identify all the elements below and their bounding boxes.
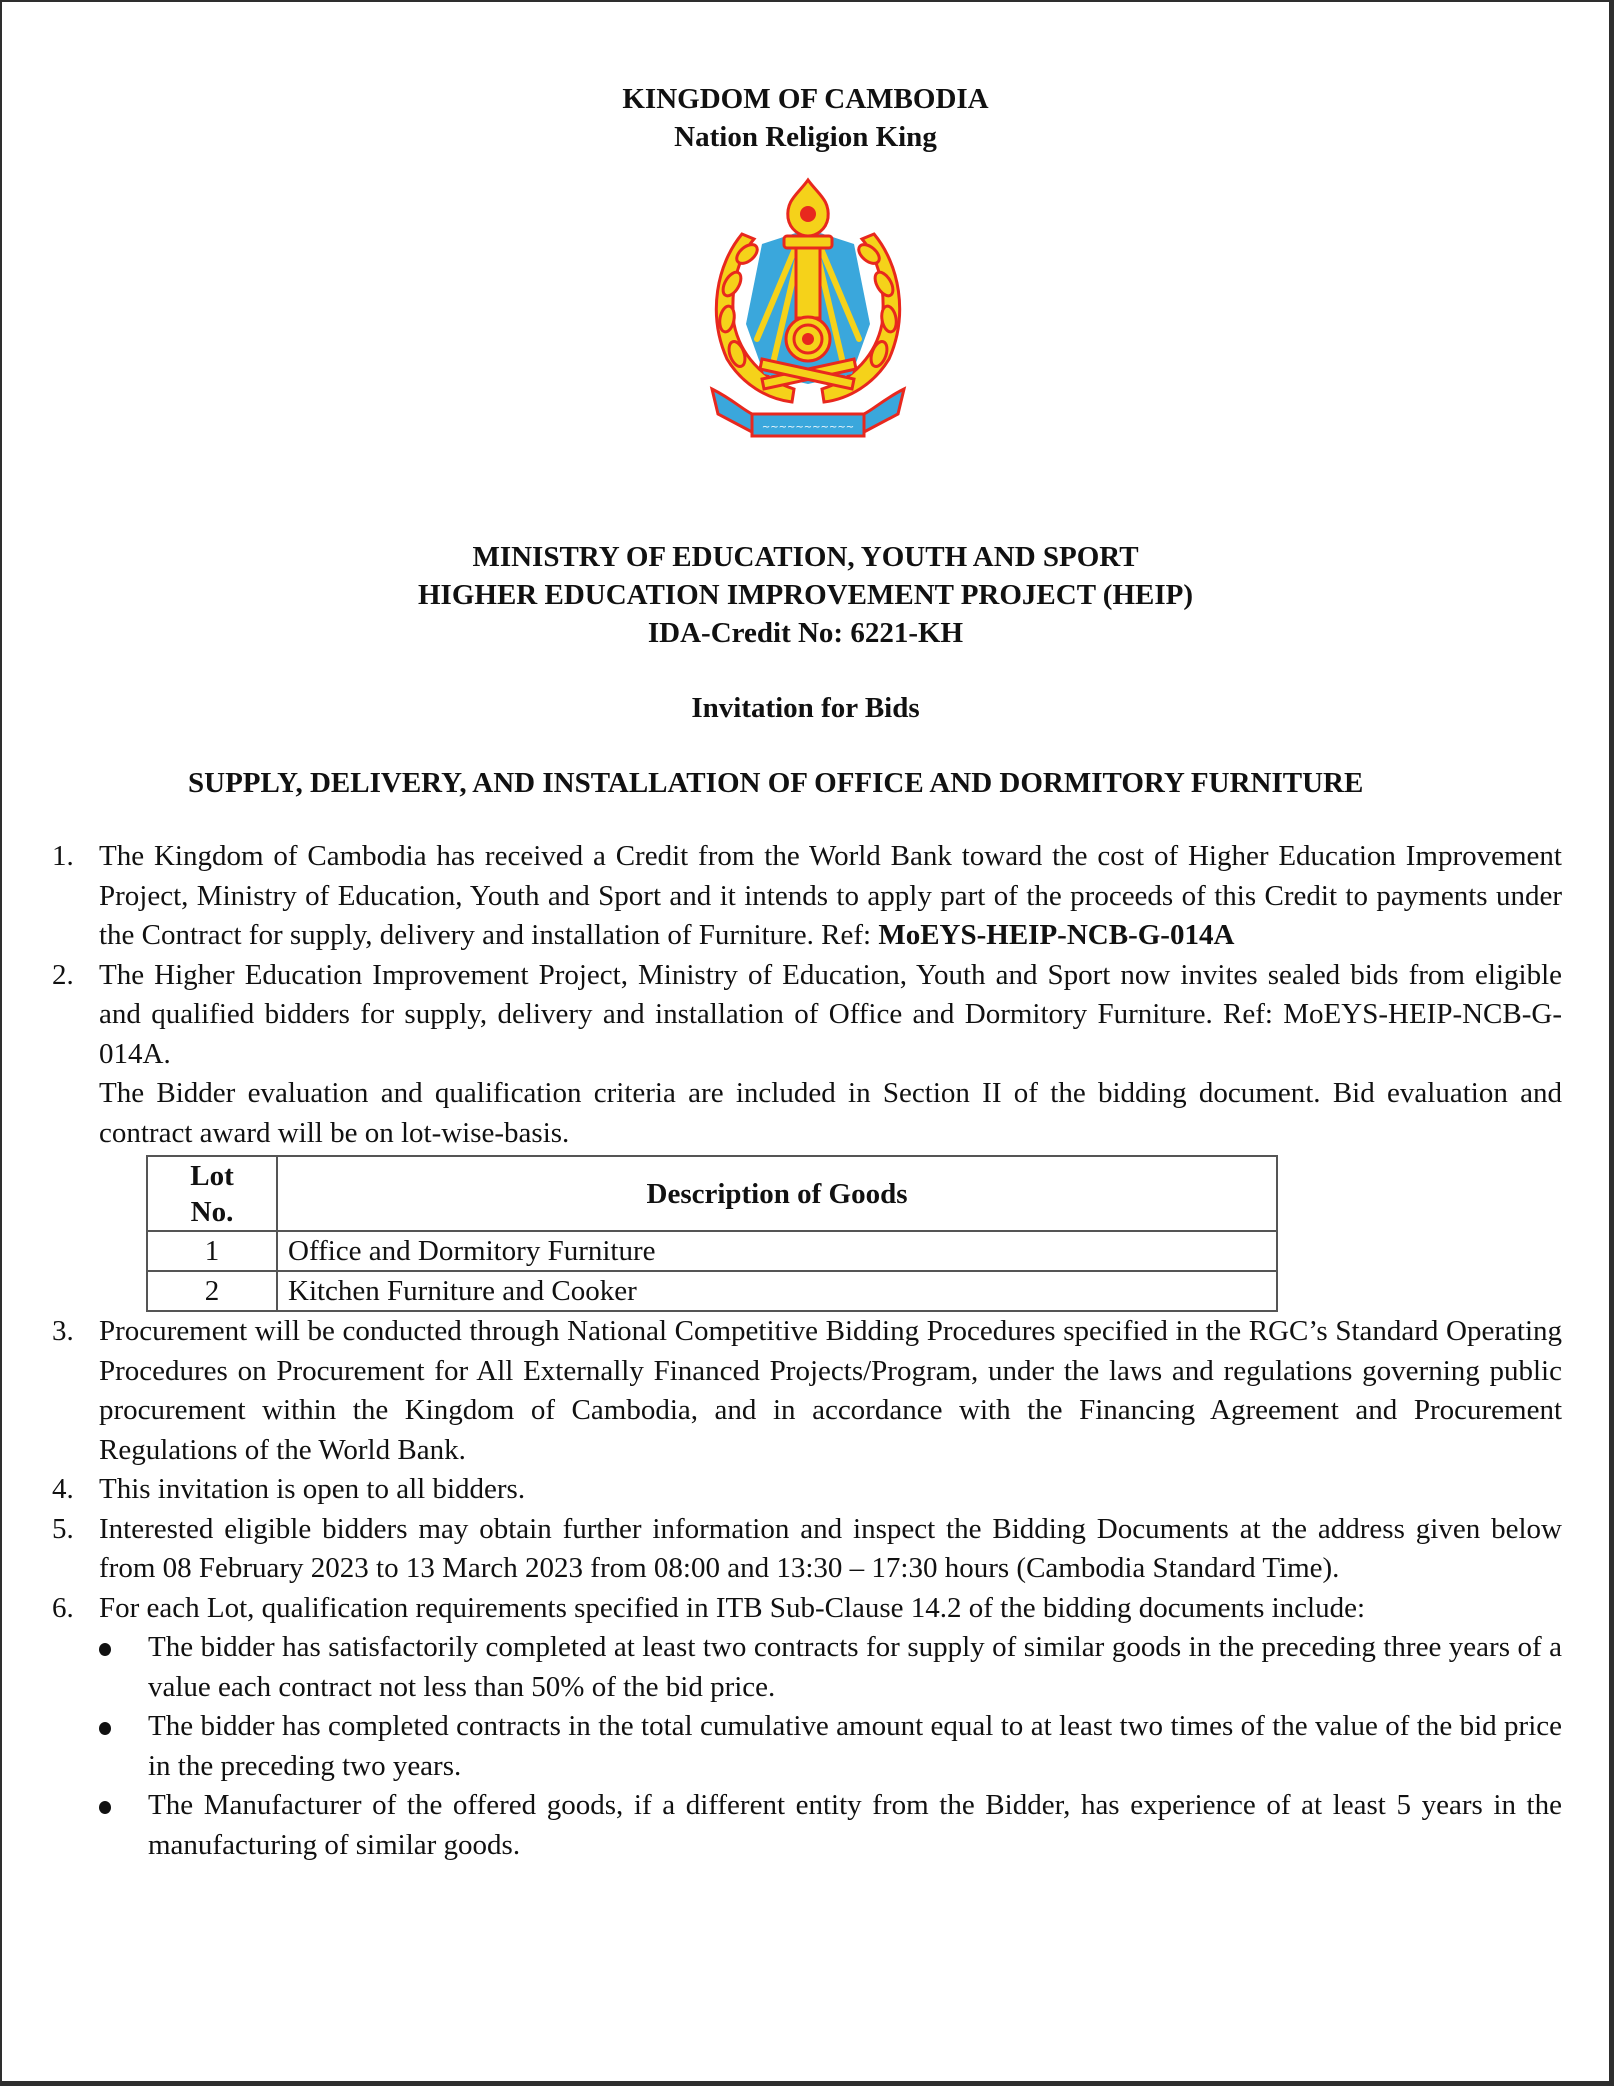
column-header-description: Description of Goods <box>277 1156 1277 1231</box>
item-text: For each Lot, qualification requirements specified in ITB Sub-Clause 14.2 of the bidding documents include: <box>99 1591 1366 1624</box>
document-subject: SUPPLY, DELIVERY, AND INSTALLATION OF OFFICE AND DORMITORY FURNITURE <box>188 767 1364 799</box>
list-item-6 <box>52 1589 1562 1866</box>
bullet-item: The bidder has completed contracts in the total cumulative amount equal to at least two times of the value of the bid price in the preceding two years. <box>99 1707 1562 1786</box>
lot-description: Office and Dormitory Furniture <box>277 1231 1277 1271</box>
list-item-5 <box>52 1510 1562 1589</box>
lot-number: 2 <box>147 1271 277 1311</box>
bullet-icon <box>99 1801 111 1814</box>
country-heading: KINGDOM OF CAMBODIA <box>622 83 989 115</box>
column-header-lot-no: Lot No. <box>147 1156 277 1231</box>
ministry-emblem-icon <box>702 174 914 442</box>
item-number: 5. <box>52 1512 74 1545</box>
table-row <box>147 1231 1277 1271</box>
list-item-3 <box>52 1312 1562 1470</box>
item-text: Procurement will be conducted through National Competitive Bidding Procedures specified in the RGC’s Standard Operating Procedures on Procurement for All Externally Financed Projects/Program, under the laws and regulations governing public procurement within the Kingdom of Cambodia, and in accordance with the Financing Agreement and Procurement Regulations of the World Bank. <box>99 1315 1562 1466</box>
ministry-name: MINISTRY OF EDUCATION, YOUTH AND SPORT <box>472 541 1139 573</box>
bullet-item: The bidder has satisfactorily completed at least two contracts for supply of similar goods in the preceding three years of a value each contract not less than 50% of the bid price. <box>99 1628 1562 1707</box>
bullet-icon <box>99 1643 111 1656</box>
ministry-heading <box>2 538 1609 652</box>
list-item-4 <box>52 1470 1562 1510</box>
lots-table <box>146 1155 1278 1312</box>
document-title: Invitation for Bids <box>691 692 920 724</box>
item-number: 4. <box>52 1473 74 1505</box>
list-item-2 <box>52 956 1562 1154</box>
item-text: This invitation is open to all bidders. <box>99 1473 526 1505</box>
svg-text:~~~~~~~~~~~: ~~~~~~~~~~~ <box>761 422 855 433</box>
item-number: 6. <box>52 1591 74 1624</box>
lot-number: 1 <box>147 1231 277 1271</box>
item-text: Interested eligible bidders may obtain further information and inspect the Bidding Documents at the address given below from 08 February 2023 to 13 March 2023 from 08:00 and 13:30 – 17:30 hours (Cambodia Standard Time). <box>99 1512 1562 1584</box>
item-number: 3. <box>52 1315 74 1347</box>
item-text: The Kingdom of Cambodia has received a Credit from the World Bank toward the cost of Higher Education Improvement Project, Ministry of Education, Youth and Sport and it intends to apply part of the proceeds of this Credit to payments under the Contract for supply, delivery and installation of Furniture. Ref: <box>99 840 1562 951</box>
numbered-list <box>52 837 1562 1865</box>
bullet-icon <box>99 1722 111 1735</box>
item-number: 1. <box>52 840 74 872</box>
item-text: The Higher Education Improvement Project, Ministry of Education, Youth and Sport now invites sealed bids from eligible and qualified bidders for supply, delivery and installation of Office and Dormitory Furniture. Ref: MoEYS-HEIP-NCB-G-014A. <box>99 958 1562 1070</box>
item-text-continued: The Bidder evaluation and qualification criteria are included in Section II of the bidding document. Bid evaluation and contract award will be on lot-wise-basis. <box>99 1077 1562 1149</box>
table-header-row <box>147 1156 1277 1231</box>
qualification-bullets <box>99 1628 1562 1865</box>
national-motto: Nation Religion King <box>674 121 937 153</box>
credit-number: IDA-Credit No: 6221-KH <box>647 617 964 649</box>
lot-description: Kitchen Furniture and Cooker <box>277 1271 1277 1311</box>
reference-number: MoEYS-HEIP-NCB-G-014A <box>878 919 1235 951</box>
bullet-item: The Manufacturer of the offered goods, if a different entity from the Bidder, has experience of at least 5 years in the manufacturing of similar goods. <box>99 1786 1562 1865</box>
item-number: 2. <box>52 958 74 991</box>
table-row <box>147 1271 1277 1311</box>
project-name: HIGHER EDUCATION IMPROVEMENT PROJECT (HEIP) <box>418 579 1193 611</box>
list-item-1 <box>52 837 1562 956</box>
